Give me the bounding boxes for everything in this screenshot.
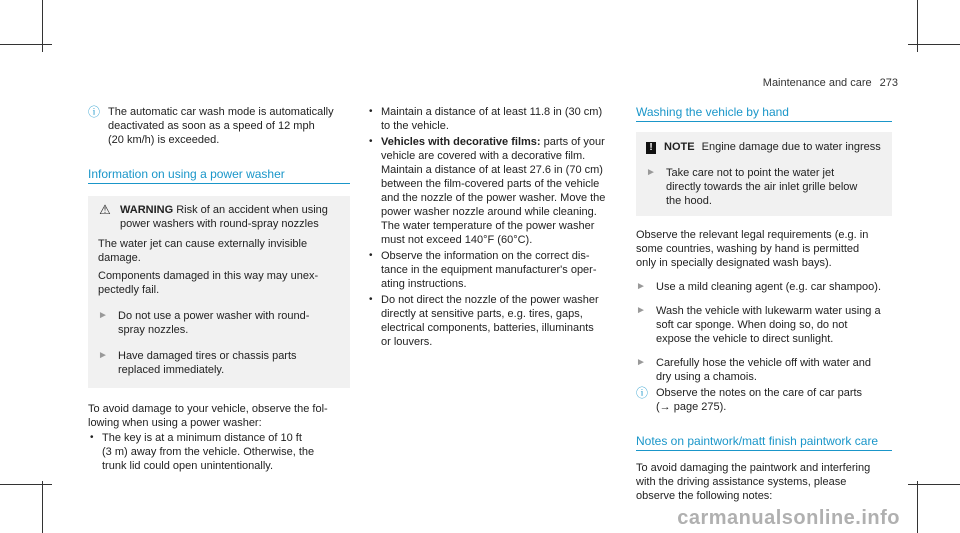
text-line: observe the following notes: bbox=[636, 490, 773, 502]
paragraph bbox=[636, 461, 892, 503]
warning-icon: ⚠ bbox=[99, 202, 111, 217]
text-line: Carefully hose the vehicle off with water and bbox=[656, 357, 872, 369]
text-line: Observe the information on the correct dis- bbox=[381, 250, 590, 262]
notice-text: Engine damage due to water ingress bbox=[701, 141, 881, 153]
text-line: tance in the equipment manufacturer's oper- bbox=[381, 264, 597, 276]
bullet-item bbox=[367, 135, 629, 247]
text-line: directly at sensitive parts, e.g. tires, gaps, bbox=[381, 308, 583, 320]
text-line: trunk lid could open unintentionally. bbox=[102, 460, 274, 472]
text-line: soft car sponge. When doing so, do not bbox=[656, 319, 848, 331]
arrow-icon: ► bbox=[646, 167, 656, 178]
bullet-icon: • bbox=[369, 294, 373, 305]
warning-text: Risk of an accident when using bbox=[176, 204, 328, 216]
crop-mark bbox=[0, 484, 52, 485]
text-line: The key is at a minimum distance of 10 ft bbox=[102, 432, 302, 444]
text-line: Have damaged tires or chassis parts bbox=[118, 350, 297, 362]
text-line: must not exceed 140°F (60°C). bbox=[381, 234, 533, 246]
text-line: vehicle are covered with a decorative film. bbox=[381, 150, 586, 162]
arrow-icon: ► bbox=[636, 281, 646, 292]
info-note bbox=[636, 386, 892, 414]
section-heading: Information on using a power washer bbox=[88, 167, 350, 184]
warning-title: WARNING bbox=[120, 204, 174, 216]
crop-mark bbox=[917, 481, 918, 533]
text-line: some countries, washing by hand is permitted bbox=[636, 243, 860, 255]
note-line: The automatic car wash mode is automatically bbox=[108, 106, 334, 118]
text-line: Take care not to point the water jet bbox=[666, 167, 835, 179]
bullet-item bbox=[367, 293, 629, 349]
page-header bbox=[763, 76, 898, 90]
arrow-icon: ► bbox=[636, 357, 646, 368]
watermark: carmanualsonline.info bbox=[677, 507, 900, 529]
text-line: and the nozzle of the power washer. Move the bbox=[381, 192, 606, 204]
bullet-icon: • bbox=[369, 250, 373, 261]
text-line: or louvers. bbox=[381, 336, 433, 348]
bullet-icon: • bbox=[369, 136, 373, 147]
bold-label: Vehicles with decorative films: bbox=[381, 136, 541, 148]
text-line: Components damaged in this way may unex- bbox=[98, 270, 319, 282]
note-line: (20 km/h) is exceeded. bbox=[108, 134, 220, 146]
notice-box bbox=[636, 132, 892, 216]
text-line: The water jet can cause externally invisible bbox=[98, 238, 308, 250]
text-line: to the vehicle. bbox=[381, 120, 449, 132]
text-line: replaced immediately. bbox=[118, 364, 225, 376]
text-line: directly towards the air inlet grille below bbox=[666, 181, 858, 193]
text-line: Use a mild cleaning agent (e.g. car shampoo). bbox=[656, 281, 882, 293]
text-line: Do not direct the nozzle of the power washer bbox=[381, 294, 599, 306]
bullet-icon: • bbox=[90, 432, 94, 443]
text-line: parts of your bbox=[540, 136, 605, 148]
text-line: Do not use a power washer with round- bbox=[118, 310, 310, 322]
intro-paragraph bbox=[88, 402, 350, 430]
text-line: To avoid damage to your vehicle, observe the fol- bbox=[88, 403, 328, 415]
text-line: Wash the vehicle with lukewarm water using a bbox=[656, 305, 881, 317]
info-icon: ⓘ bbox=[636, 386, 649, 400]
warning-step bbox=[98, 349, 340, 377]
text-line: damage. bbox=[98, 252, 141, 264]
text-line: Maintain a distance of at least 27.6 in (70 cm) bbox=[381, 164, 603, 176]
section-heading: Notes on paintwork/matt finish paintwork care bbox=[636, 434, 892, 451]
text-line: between the film-covered parts of the vehicle bbox=[381, 178, 600, 190]
text-line: Maintain a distance of at least 11.8 in (30 cm) bbox=[381, 106, 603, 118]
text-line: only in specially designated wash bays). bbox=[636, 257, 832, 269]
step bbox=[636, 356, 892, 384]
text-line: Observe the notes on the care of car parts bbox=[656, 387, 863, 399]
column-2 bbox=[367, 105, 629, 349]
text-line: dry using a chamois. bbox=[656, 371, 757, 383]
bullet-item bbox=[367, 105, 629, 133]
warning-body bbox=[98, 237, 340, 297]
bullet-item bbox=[88, 431, 350, 473]
text-line: pectedly fail. bbox=[98, 284, 160, 296]
text-line: To avoid damaging the paintwork and interfering bbox=[636, 462, 871, 474]
info-icon: ⓘ bbox=[88, 105, 101, 119]
crop-mark bbox=[0, 44, 52, 45]
crop-mark bbox=[908, 484, 960, 485]
warning-step bbox=[98, 309, 340, 337]
text-line: ating instructions. bbox=[381, 278, 467, 290]
text-line: lowing when using a power washer: bbox=[88, 417, 262, 429]
crop-mark bbox=[917, 0, 918, 52]
bullet-item bbox=[367, 249, 629, 291]
arrow-icon: ► bbox=[98, 350, 108, 361]
exclamation-icon: ! bbox=[646, 142, 656, 154]
column-3 bbox=[636, 105, 892, 503]
crop-mark bbox=[908, 44, 960, 45]
arrow-icon: ► bbox=[636, 305, 646, 316]
text-line: power washer nozzle around while cleaning. bbox=[381, 206, 597, 218]
text-line: spray nozzles. bbox=[118, 324, 189, 336]
arrow-icon: ► bbox=[98, 310, 108, 321]
crop-mark bbox=[42, 481, 43, 533]
section-title: Maintenance and care bbox=[762, 77, 872, 89]
section-heading: Washing the vehicle by hand bbox=[636, 105, 892, 122]
notice-title: NOTE bbox=[664, 141, 695, 153]
page-number: 273 bbox=[879, 77, 898, 89]
text-line: the hood. bbox=[666, 195, 712, 207]
bullet-icon: • bbox=[369, 106, 373, 117]
text-line: (3 m) away from the vehicle. Otherwise, the bbox=[102, 446, 315, 458]
step bbox=[636, 280, 892, 294]
column-1 bbox=[88, 105, 350, 473]
note-line: deactivated as soon as a speed of 12 mph bbox=[108, 120, 315, 132]
step bbox=[636, 304, 892, 346]
warning-text: power washers with round-spray nozzles bbox=[120, 218, 319, 230]
text-line: expose the vehicle to direct sunlight. bbox=[656, 333, 834, 345]
text-line: Observe the relevant legal requirements (e.g. in bbox=[636, 229, 869, 241]
warning-box bbox=[88, 196, 350, 388]
paragraph bbox=[636, 228, 892, 270]
page-reference[interactable]: (→ page 275). bbox=[656, 401, 727, 413]
text-line: with the driving assistance systems, please bbox=[636, 476, 847, 488]
text-line: The water temperature of the power washer bbox=[381, 220, 595, 232]
crop-mark bbox=[42, 0, 43, 52]
text-line: electrical components, batteries, illuminants bbox=[381, 322, 594, 334]
notice-step bbox=[646, 166, 882, 208]
info-note bbox=[88, 105, 350, 147]
